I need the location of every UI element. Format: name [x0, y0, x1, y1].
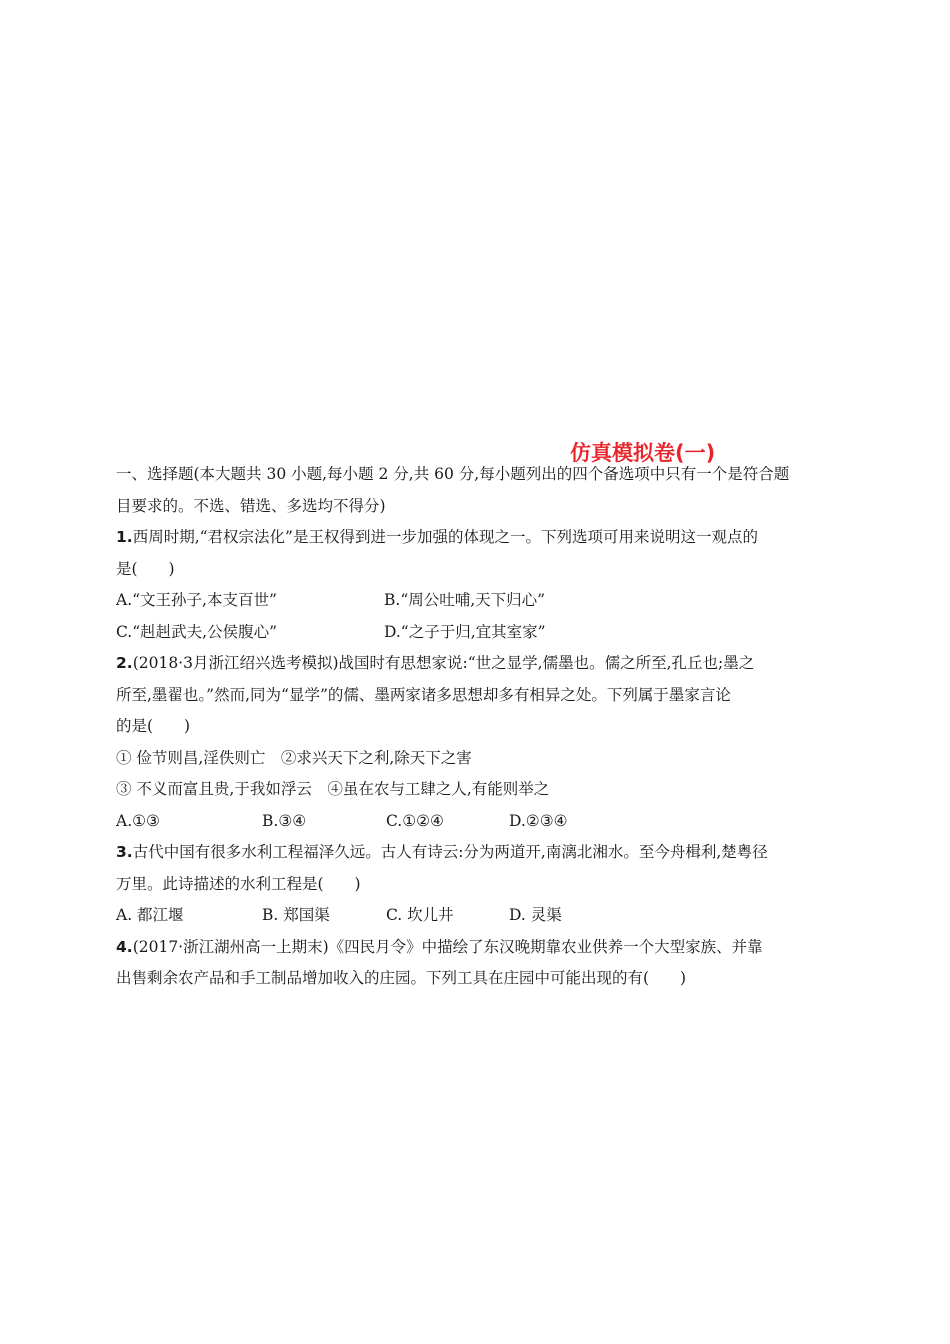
question-3-stem-cont: 万里。此诗描述的水利工程是( ) [116, 874, 361, 893]
option-b: B.③④ [262, 811, 307, 830]
option-d: D. 灵渠 [509, 906, 562, 924]
question-4-stem-cont: 出售剩余农产品和手工制品增加收入的庄园。下列工具在庄园中可能出现的有( ) [116, 969, 687, 987]
option-d: D.“之子于归,宜其室家” [384, 622, 546, 641]
exam-title: 仿真模拟卷(一) [570, 441, 716, 465]
option-b: B. 郑国渠 [262, 906, 330, 924]
question-1-stem [116, 522, 836, 554]
question-1-stem-cont: 是( ) [116, 559, 175, 578]
option-c: C. 坎儿井 [386, 906, 454, 924]
question-2-statements: ③ 不义而富且贵,于我如浮云 ④虽在农与工肆之人,有能则举之 [116, 780, 550, 798]
section-instructions-cont: 目要求的。不选、错选、多选均不得分) [116, 496, 386, 515]
question-text: (2017·浙江湖州高一上期末)《四民月令》中描绘了东汉晚期靠农业供养一个大型家族、并靠 [132, 937, 763, 956]
option-d: D.②③④ [509, 811, 568, 830]
option-a: A.“文王孙子,本支百世” [116, 591, 277, 609]
question-number: 3. [116, 843, 133, 861]
exam-content [116, 459, 836, 995]
section-instructions: 一、选择题(本大题共 30 小题,每小题 2 分,共 60 分,每小题列出的四个备选项中只有一个是符合题 [116, 465, 790, 483]
question-2-stem-cont: 的是( ) [116, 717, 191, 735]
option-c: C.①②④ [386, 811, 444, 830]
question-text: (2018·3月浙江绍兴选考模拟)战国时有思想家说:“世之显学,儒墨也。儒之所至,孔丘也;墨之 [132, 654, 755, 672]
question-1-options-row-2 [116, 617, 836, 649]
question-3-options [116, 900, 836, 932]
question-2-options [116, 806, 836, 838]
option-a: A.①③ [116, 811, 160, 830]
question-2-stem [116, 648, 836, 680]
question-text: 古代中国有很多水利工程福泽久远。古人有诗云:分为两道开,南漓北湘水。至今舟楫利,楚粤径 [132, 843, 768, 861]
question-3-stem [116, 837, 836, 869]
option-a: A. 都江堰 [116, 906, 184, 924]
option-c: C.“赳赳武夫,公侯腹心” [116, 622, 278, 641]
question-2-stem-cont: 所至,墨翟也。”然而,同为“显学”的儒、墨两家诸多思想却多有相异之处。下列属于墨家言论 [116, 685, 731, 704]
question-1-options-row-1 [116, 585, 836, 617]
question-number: 2. [116, 654, 133, 672]
question-number: 1. [116, 528, 133, 546]
question-2-statements: ① 俭节则昌,淫佚则亡 ②求兴天下之利,除天下之害 [116, 748, 472, 767]
question-text: 西周时期,“君权宗法化”是王权得到进一步加强的体现之一。下列选项可用来说明这一观点的 [132, 528, 758, 546]
option-b: B.“周公吐哺,天下归心” [384, 591, 546, 609]
question-number: 4. [116, 937, 133, 956]
question-4-stem [116, 932, 836, 964]
